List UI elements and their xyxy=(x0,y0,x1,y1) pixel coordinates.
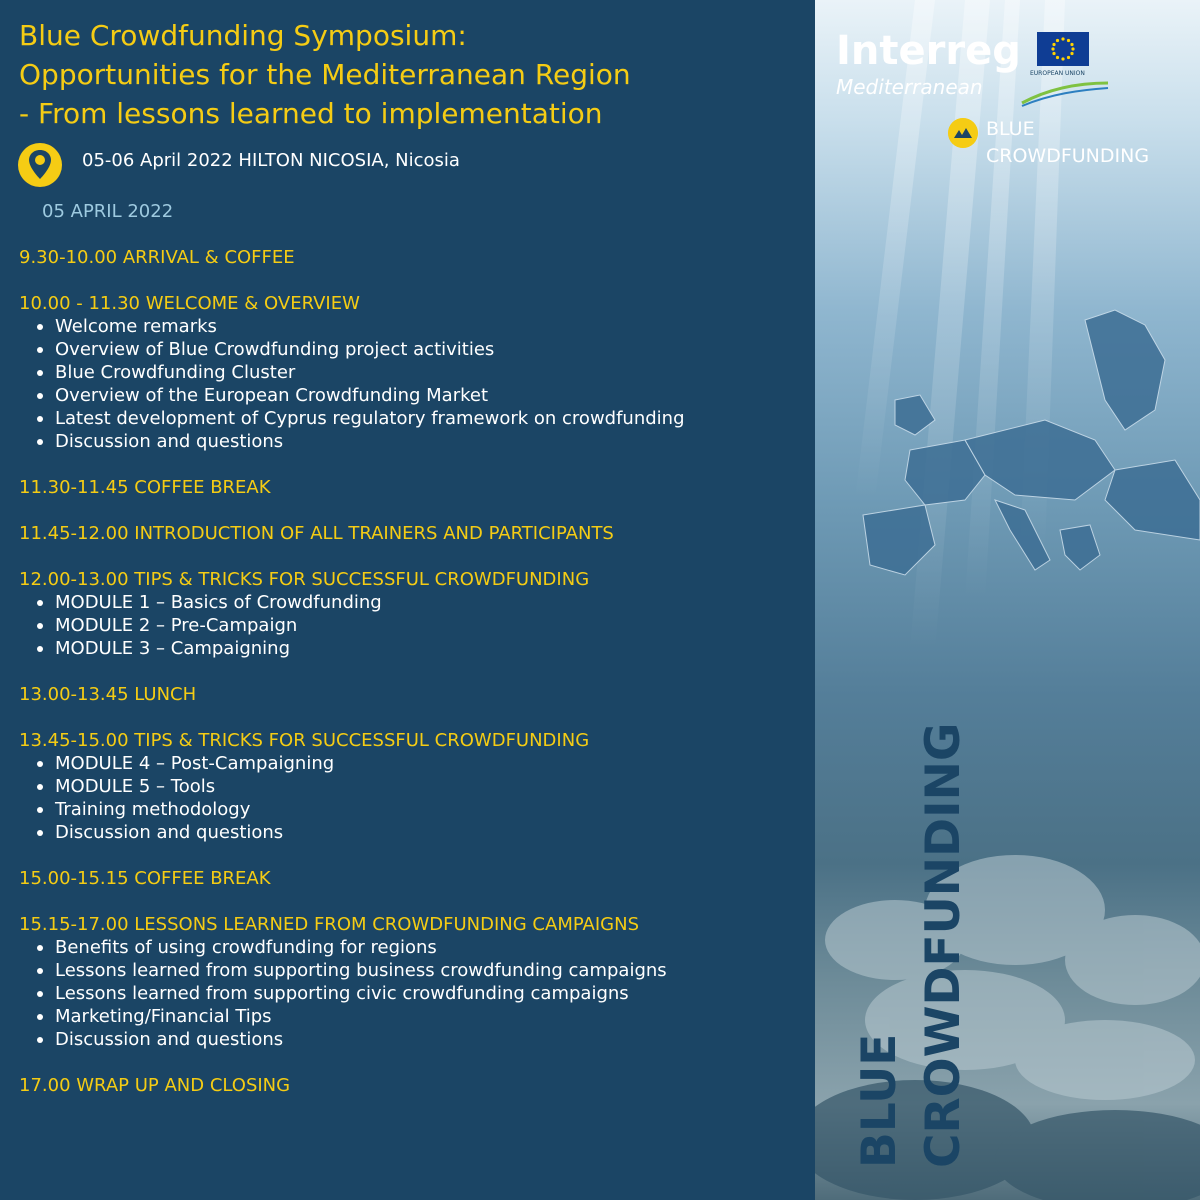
agenda-item: MODULE 3 – Campaigning xyxy=(19,637,809,660)
agenda-block xyxy=(19,867,809,890)
location-pin-icon xyxy=(13,141,67,189)
mediterranean-logo: Mediterranean xyxy=(836,75,983,99)
agenda-item: Blue Crowdfunding Cluster xyxy=(19,361,809,384)
agenda-heading: 15.15-17.00 LESSONS LEARNED FROM CROWDFUNDING CAMPAIGNS xyxy=(19,914,640,935)
agenda-heading: 12.00-13.00 TIPS & TRICKS FOR SUCCESSFUL CROWDFUNDING xyxy=(19,569,590,590)
agenda-block xyxy=(19,913,809,1051)
agenda-heading: 11.45-12.00 INTRODUCTION OF ALL TRAINERS AND PARTICIPANTS xyxy=(19,523,614,544)
agenda-item: Overview of the European Crowdfunding Market xyxy=(19,384,809,407)
agenda-block xyxy=(19,292,809,453)
vertical-brand-text xyxy=(848,722,976,1168)
agenda-item: Latest development of Cyprus regulatory framework on crowdfunding xyxy=(19,407,809,430)
bc-logo-line-1: BLUE xyxy=(986,118,1035,140)
vertical-line-1: BLUE xyxy=(852,1033,907,1168)
agenda-heading: 15.00-15.15 COFFEE BREAK xyxy=(19,868,271,889)
venue-text: 05-06 April 2022 HILTON NICOSIA, Nicosia xyxy=(82,150,460,171)
title-line-1: Blue Crowdfunding Symposium: xyxy=(19,19,467,52)
agenda-item: Overview of Blue Crowdfunding project activities xyxy=(19,338,809,361)
agenda-heading: 11.30-11.45 COFFEE BREAK xyxy=(19,477,271,498)
title-line-2: Opportunities for the Mediterranean Region xyxy=(19,58,631,91)
agenda-heading: 9.30-10.00 ARRIVAL & COFFEE xyxy=(19,247,295,268)
agenda-items xyxy=(19,591,809,660)
title-line-3: - From lessons learned to implementation xyxy=(19,97,603,130)
agenda-block xyxy=(19,1074,809,1097)
agenda-items xyxy=(19,936,809,1051)
swoosh-icon xyxy=(1020,78,1110,108)
agenda-item: MODULE 5 – Tools xyxy=(19,775,809,798)
agenda-block xyxy=(19,729,809,844)
agenda-item: Benefits of using crowdfunding for regions xyxy=(19,936,809,959)
agenda-item: Discussion and questions xyxy=(19,1028,809,1051)
agenda-list xyxy=(19,246,809,1120)
blue-crowdfunding-logo-icon xyxy=(948,118,978,148)
agenda-item: Discussion and questions xyxy=(19,430,809,453)
agenda-item: Lessons learned from supporting civic crowdfunding campaigns xyxy=(19,982,809,1005)
agenda-item: Lessons learned from supporting business crowdfunding campaigns xyxy=(19,959,809,982)
agenda-items xyxy=(19,315,809,453)
agenda-item: MODULE 4 – Post-Campaigning xyxy=(19,752,809,775)
agenda-item: Training methodology xyxy=(19,798,809,821)
page-title xyxy=(19,16,809,133)
europe-map-graphic xyxy=(815,300,1200,600)
agenda-items xyxy=(19,752,809,844)
agenda-item: Discussion and questions xyxy=(19,821,809,844)
eu-label: EUROPEAN UNION xyxy=(1030,70,1085,77)
agenda-block xyxy=(19,683,809,706)
agenda-block xyxy=(19,568,809,660)
interreg-logo: Interreg xyxy=(836,28,1021,74)
agenda-item: Marketing/Financial Tips xyxy=(19,1005,809,1028)
agenda-heading: 13.00-13.45 LUNCH xyxy=(19,684,197,705)
agenda-item: MODULE 2 – Pre-Campaign xyxy=(19,614,809,637)
bc-logo-line-2: CROWDFUNDING xyxy=(986,145,1150,167)
eu-flag-icon xyxy=(1037,32,1089,66)
agenda-item: Welcome remarks xyxy=(19,315,809,338)
agenda-block xyxy=(19,522,809,545)
agenda-heading: 13.45-15.00 TIPS & TRICKS FOR SUCCESSFUL CROWDFUNDING xyxy=(19,730,590,751)
vertical-line-2: CROWDFUNDING xyxy=(916,722,971,1168)
agenda-block xyxy=(19,476,809,499)
agenda-block xyxy=(19,246,809,269)
agenda-heading: 10.00 - 11.30 WELCOME & OVERVIEW xyxy=(19,293,360,314)
agenda-item: MODULE 1 – Basics of Crowdfunding xyxy=(19,591,809,614)
day-label: 05 APRIL 2022 xyxy=(42,201,174,222)
agenda-heading: 17.00 WRAP UP AND CLOSING xyxy=(19,1075,291,1096)
